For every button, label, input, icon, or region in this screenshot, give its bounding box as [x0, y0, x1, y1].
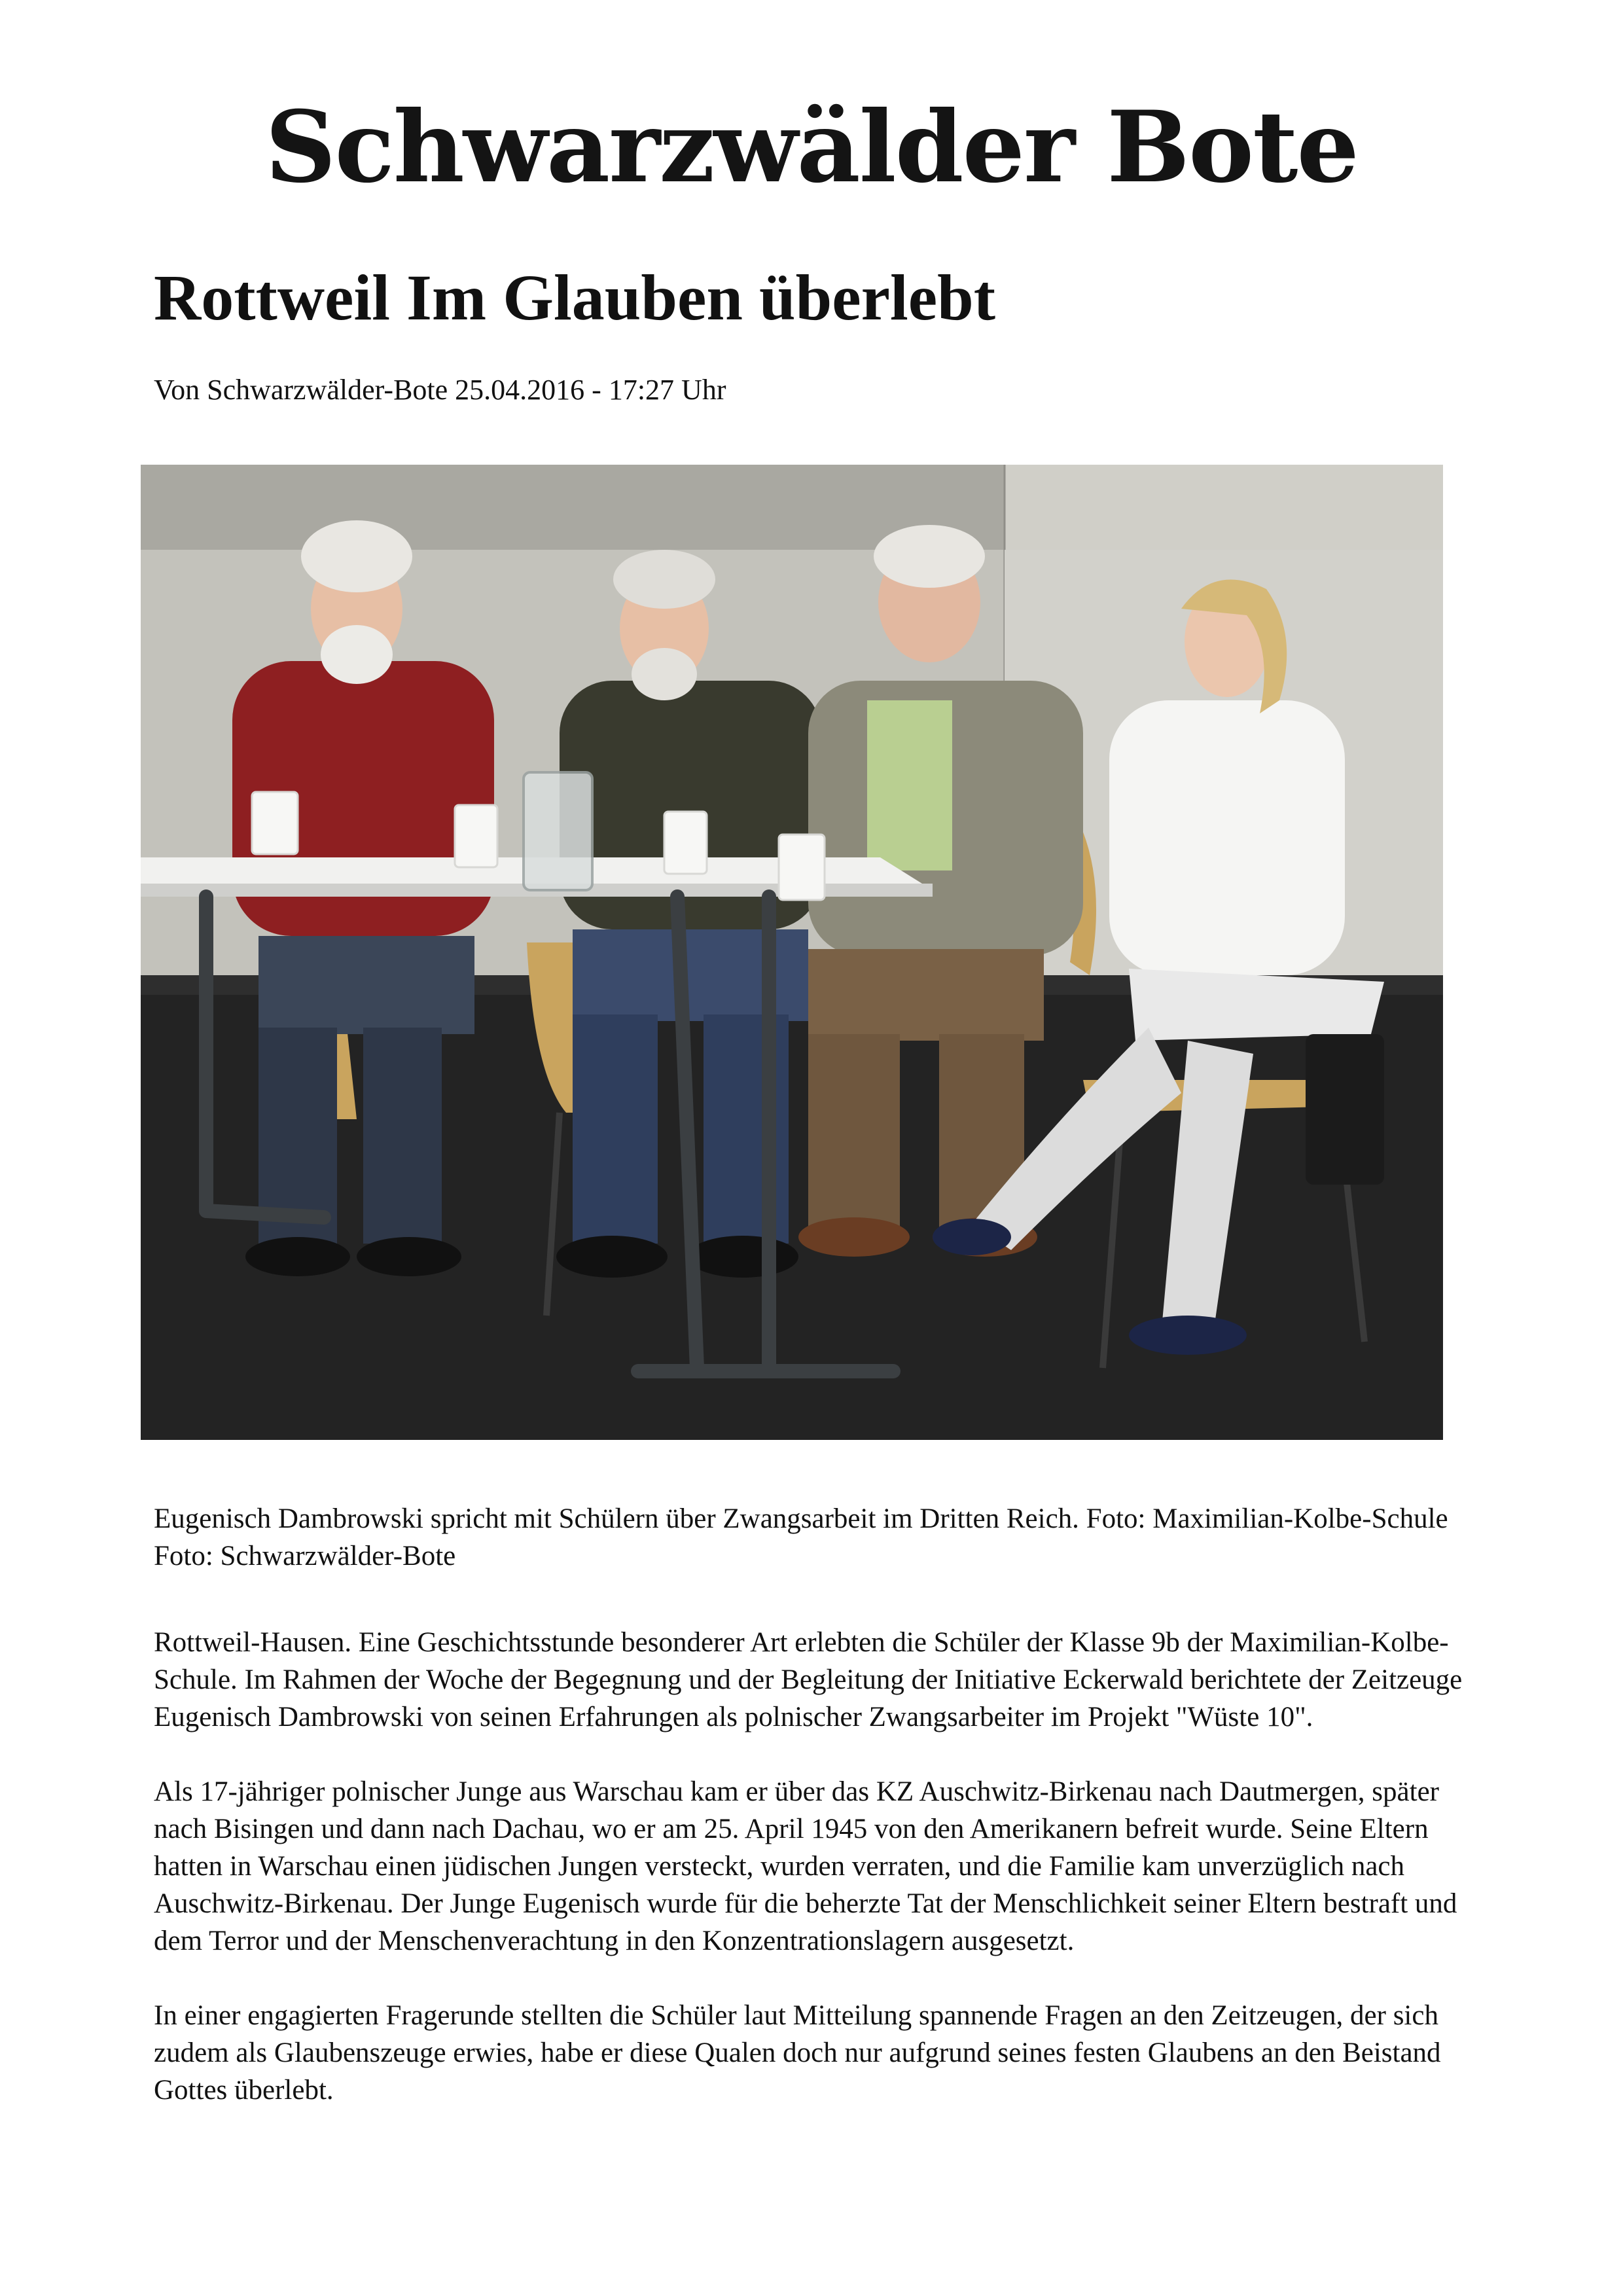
article-paragraph: Als 17-jähriger polnischer Junge aus Warschau kam er über das KZ Auschwitz-Birkenau nach Dautmergen, später nach Bisingen und dann nach Dachau, wo er am 25. April 1945 von den Amerikanern befreit wurde. Seine Eltern hatten in Warschau einen jüdischen Jungen versteckt, wurden verraten, und die Familie kam unverzüglich nach Auschwitz-Birkenau. Der Junge Eugenisch wurde für die beherzte Tat der Menschlichkeit seiner Eltern bestraft und dem Terror und der Menschenverachtung in den Konzentrationslagern ausgesetzt. — [154, 1776, 1457, 1956]
article-paragraph: Rottweil-Hausen. Eine Geschichtsstunde besonderer Art erlebten die Schüler der Klasse 9b der Maximilian-Kolbe-Schule. Im Rahmen der Woche der Begegnung und der Begleitung der Initiative Eckerwald berichtete der Zeitzeuge Eugenisch Dambrowski von seinen Erfahrungen als polnischer Zwangsarbeiter im Projekt "Wüste 10". — [154, 1627, 1463, 1732]
article-headline: Rottweil Im Glauben überlebt — [154, 261, 996, 334]
newspaper-masthead: Schwarzwälder Bote — [265, 90, 1358, 205]
article-byline: Von Schwarzwälder-Bote 25.04.2016 - 17:27 Uhr — [154, 374, 726, 406]
photo-illustration — [141, 465, 1443, 1440]
article-photo — [141, 465, 1443, 1440]
photo-caption: Eugenisch Dambrowski spricht mit Schülern über Zwangsarbeit im Dritten Reich. Foto: Maximilian-Kolbe-Schule Foto: Schwarzwälder-Bote — [154, 1503, 1448, 1571]
article-body — [154, 1624, 1489, 2146]
article-paragraph: In einer engagierten Fragerunde stellten die Schüler laut Mitteilung spannende Fragen an den Zeitzeugen, der sich zudem als Glaubenszeuge erwies, habe er diese Qualen doch nur aufgrund seines festen Glaubens an den Beistand Gottes überlebt. — [154, 2000, 1441, 2106]
